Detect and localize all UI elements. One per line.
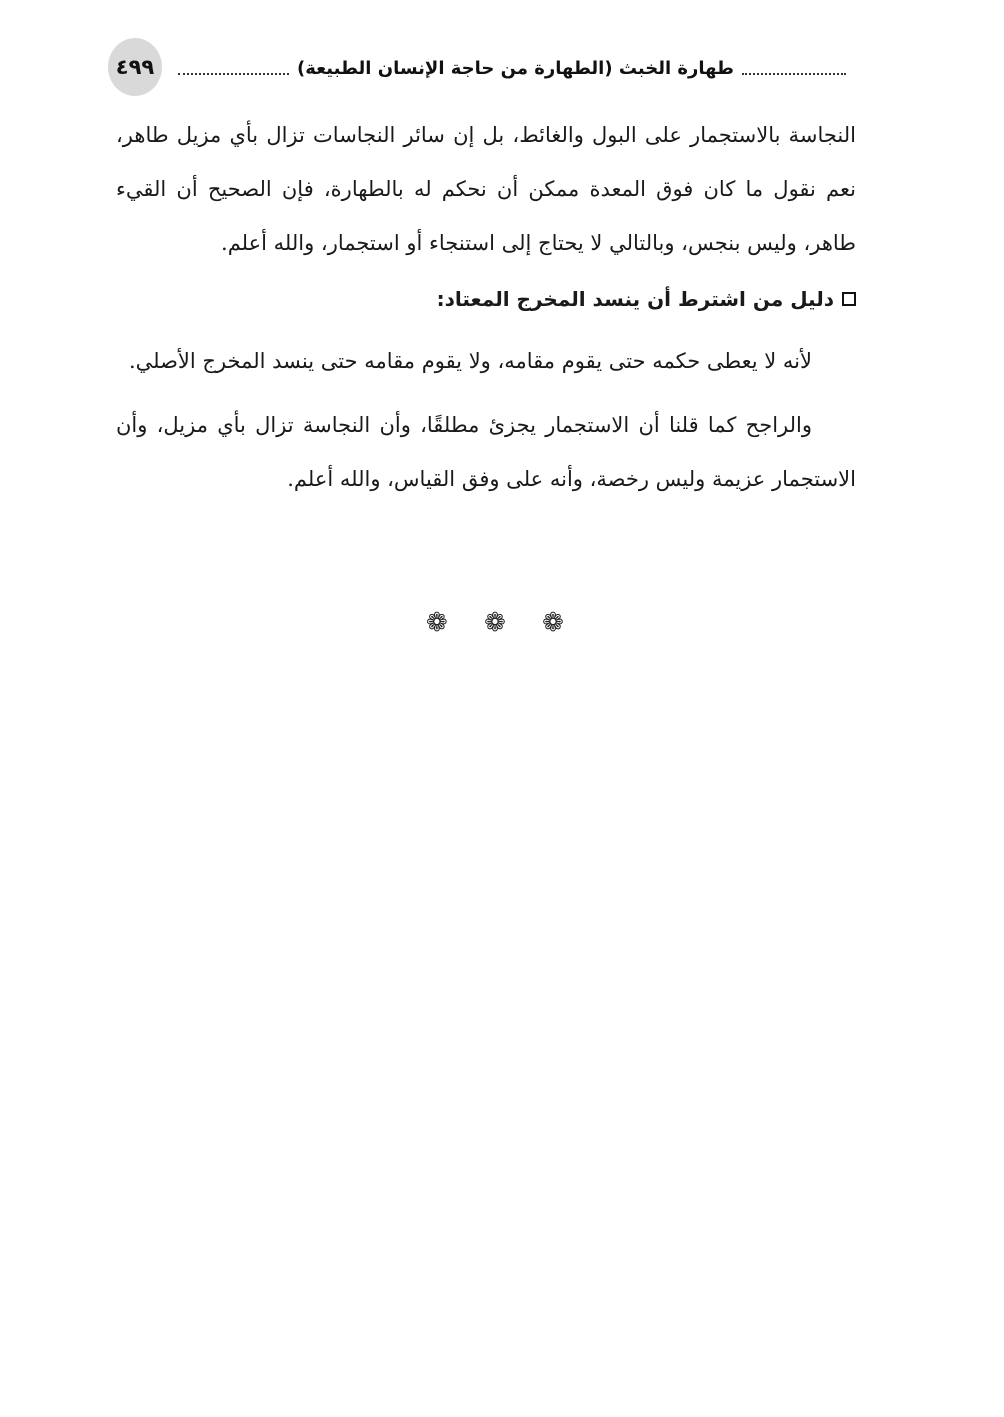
page-header: [108, 38, 846, 98]
section-heading-text: دليل من اشترط أن ينسد المخرج المعتاد:: [436, 287, 834, 311]
square-bullet-icon: [842, 292, 856, 306]
page-number: ٤٩٩: [115, 55, 155, 79]
page-number-badge: [108, 38, 162, 96]
section-heading: [116, 272, 856, 326]
paragraph-1: النجاسة بالاستجمار على البول والغائط، بل إن سائر النجاسات تزال بأي مزيل طاهر، نعم نقول ما كان فوق المعدة ممكن أن نحكم له بالطهارة، فإن الصحيح أن القيء طاهر، وليس بنجس، وبالتالي لا يحتاج إلى استنجاء أو استجمار، والله أعلم.: [116, 123, 856, 255]
running-head: [178, 54, 846, 82]
dot-leader-right: [742, 61, 846, 75]
paragraph-3: والراجح كما قلنا أن الاستجمار يجزئ مطلقًا، وأن النجاسة تزال بأي مزيل، وأن الاستجمار عزيمة وليس رخصة، وأنه على وفق القياس، والله أعلم.: [116, 413, 856, 491]
flower-ornament-icon: ❁ ❁ ❁: [426, 608, 578, 638]
paragraph-2: لأنه لا يعطى حكمه حتى يقوم مقامه، ولا يقوم مقامه حتى ينسد المخرج الأصلي.: [128, 349, 812, 373]
dot-leader-left: [178, 61, 289, 75]
running-title: طهارة الخبث (الطهارة من حاجة الإنسان الطبيعة): [296, 57, 734, 79]
body-text: [116, 108, 856, 506]
